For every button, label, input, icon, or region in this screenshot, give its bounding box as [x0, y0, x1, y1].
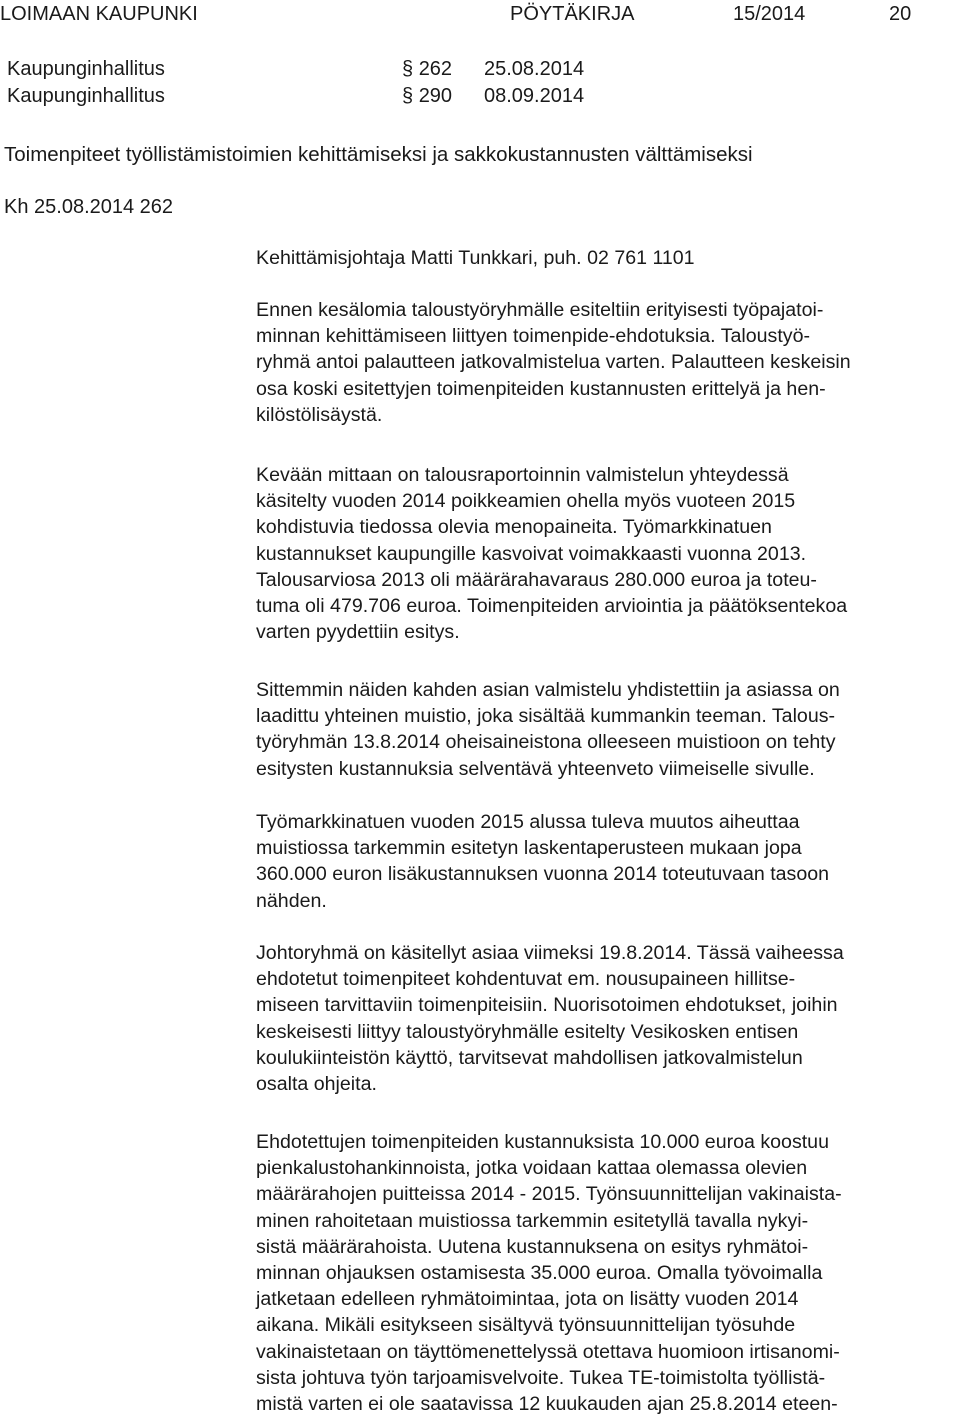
paragraph-line: kustannukset kaupungille kasvoivat voimakkaasti vuonna 2013.	[256, 542, 807, 565]
document-type: PÖYTÄKIRJA	[510, 3, 635, 25]
paragraph-line: varten pyydettiin esitys.	[256, 621, 460, 644]
paragraph-line: käsitelty vuoden 2014 poikkeamien ohella myös vuoteen 2015	[256, 490, 796, 513]
section-sign-icon: §	[402, 85, 414, 107]
paragraph-line: Ehdotettujen toimenpiteiden kustannuksista 10.000 euroa koostuu	[256, 1131, 829, 1153]
paragraph-line: nähden.	[256, 889, 327, 912]
document-number: 15/2014	[733, 3, 806, 25]
paragraph-line: aikana. Mikäli esitykseen sisältyvä työnsuunnittelijan työsuhde	[256, 1314, 796, 1337]
paragraph-line: osalta ohjeita.	[256, 1072, 377, 1095]
meeting-body: Kaupunginhallitus	[7, 58, 165, 80]
paragraph-line: työryhmän 13.8.2014 oheisaineistona olleeseen muistioon on tehty	[256, 731, 836, 754]
paragraph-line: 360.000 euron lisäkustannuksen vuonna 2014 toteutuvaan tasoon	[256, 863, 830, 886]
paragraph-line: Kehittämisjohtaja Matti Tunkkari, puh. 02 761 1101	[256, 247, 695, 269]
paragraph-line: Sittemmin näiden kahden asian valmistelu yhdistettiin ja asiassa on	[256, 679, 840, 701]
paragraph-line: laadittu yhteinen muistio, joka sisältää kummankin teeman. Talous-	[256, 705, 836, 728]
meeting-section: § 290	[402, 85, 453, 107]
paragraph-line: ryhmä antoi palautteen jatkovalmistelua varten. Palautteen keskeisin	[256, 351, 851, 374]
paragraph-line: keskeisesti liittyy taloustyöryhmälle esitelty Vesikosken entisen	[256, 1020, 799, 1043]
paragraph-line: jatketaan edelleen ryhmätoimintaa, jota on lisätty vuoden 2014	[256, 1288, 799, 1311]
paragraph-line: Johtoryhmä on käsitellyt asiaa viimeksi 19.8.2014. Tässä vaiheessa	[256, 942, 844, 964]
paragraph-line: kohdistuvia tiedossa olevia menopaineita. Työmarkkinatuen	[256, 516, 772, 539]
paragraph	[256, 245, 960, 271]
paragraph	[256, 677, 960, 782]
paragraph	[256, 940, 960, 1097]
paragraph-line: minen rahoitetaan muistiossa tarkemmin esitetyllä tavalla nykyi-	[256, 1209, 809, 1232]
agenda-item-title: Toimenpiteet työllistämistoimien kehittämiseksi ja sakkokustannusten välttämiseksi	[4, 143, 753, 166]
paragraph	[256, 297, 960, 428]
paragraph	[256, 462, 960, 645]
paragraph-line: miseen tarvittaviin toimenpiteisiin. Nuorisotoimen ehdotukset, joihin	[256, 994, 838, 1017]
section-sign-icon: §	[402, 58, 414, 80]
paragraph-line: muistiossa tarkemmin esitetyn laskentaperusteen mukaan jopa	[256, 837, 802, 860]
meeting-date: 08.09.2014	[484, 85, 585, 107]
paragraph-line: tuma oli 479.706 euroa. Toimenpiteiden arviointia ja päätöksentekoa	[256, 594, 848, 617]
meeting-date: 25.08.2014	[484, 58, 585, 80]
paragraph-line: minnan ohjauksen ostamisesta 35.000 euroa. Omalla työvoimalla	[256, 1261, 823, 1284]
meeting-section: § 262	[402, 58, 453, 80]
meeting-reference: Kh 25.08.2014 262	[4, 196, 174, 218]
paragraph-line: kilöstölisäystä.	[256, 403, 383, 426]
paragraph-line: ehdotetut toimenpiteet kohdentuvat em. nousupaineen hillitse-	[256, 968, 796, 991]
paragraph-line: Talousarviosa 2013 oli määrärahavaraus 280.000 euroa ja toteu-	[256, 568, 817, 591]
paragraph-line: osa koski esitettyjen toimenpiteiden kustannusten erittelyä ja hen-	[256, 377, 826, 400]
paragraph-line: mistä varten ei ole saatavissa 12 kuukauden ajan 25.8.2014 eteen-	[256, 1392, 838, 1415]
paragraph	[256, 809, 960, 914]
paragraph-line: Ennen kesälomia taloustyöryhmälle esiteltiin erityisesti työpajatoi-	[256, 299, 824, 321]
paragraph-line: Kevään mittaan on talousraportoinnin valmistelun yhteydessä	[256, 464, 789, 486]
paragraph-line: pienkalustohankinnoista, jotka voidaan kattaa olemassa olevien	[256, 1157, 808, 1180]
paragraph-line: sista johtuva työn tarjoamisvelvoite. Tukea TE-toimistolta työllistä-	[256, 1366, 826, 1389]
paragraph-line: koulukiinteistön käyttö, tarvitsevat mahdollisen jatkovalmistelun	[256, 1046, 803, 1069]
paragraph-line: vakinaistetaan on täyttömenettelyssä otettava huomioon irtisanomi-	[256, 1340, 840, 1363]
paragraph-line: Työmarkkinatuen vuoden 2015 alussa tuleva muutos aiheuttaa	[256, 811, 800, 833]
meeting-body: Kaupunginhallitus	[7, 85, 165, 107]
paragraph-line: minnan kehittämiseen liittyen toimenpide-ehdotuksia. Taloustyö-	[256, 325, 811, 348]
page-number: 20	[889, 3, 912, 25]
paragraph-line: sistä määrärahoista. Uutena kustannuksena on esitys ryhmätoi-	[256, 1235, 809, 1258]
paragraph-line: esitysten kustannuksia selventävä yhteenveto viimeiselle sivulle.	[256, 757, 815, 780]
paragraph	[256, 1129, 960, 1417]
organization-name: LOIMAAN KAUPUNKI	[0, 3, 198, 25]
paragraph-line: määrärahojen puitteissa 2014 - 2015. Työnsuunnittelijan vakinaista-	[256, 1183, 842, 1206]
